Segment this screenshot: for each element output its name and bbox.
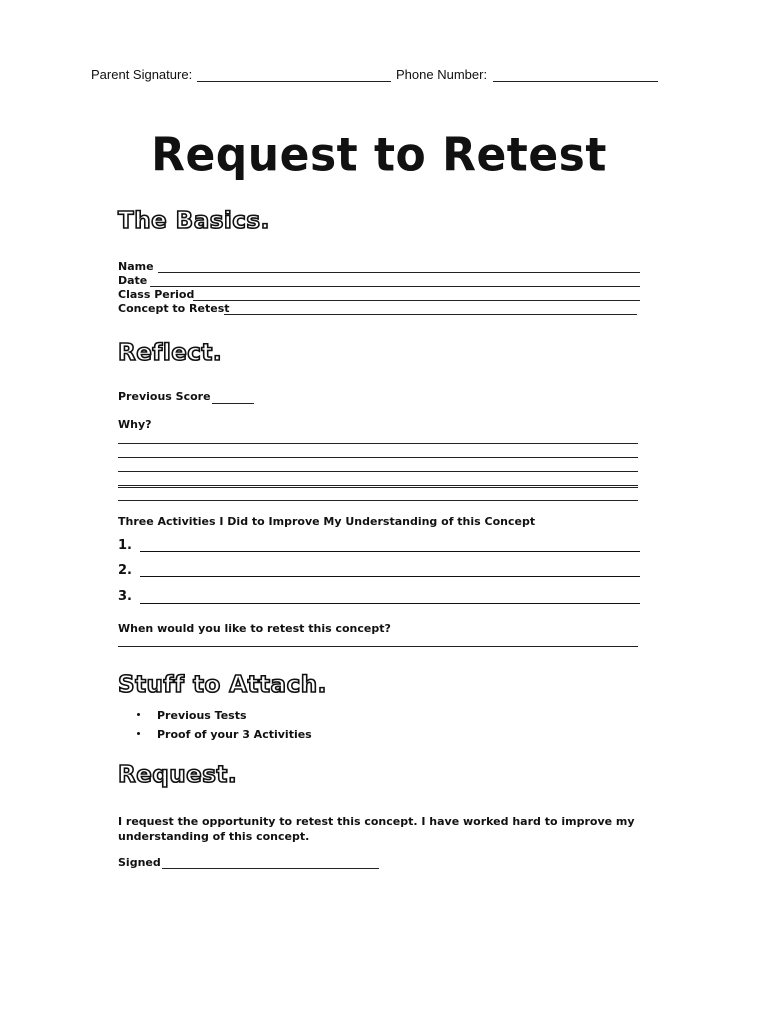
basics-heading: The Basics. <box>118 208 270 234</box>
page-title: Request to Retest <box>151 128 607 183</box>
previous-score-label: Previous Score <box>118 390 211 403</box>
why-line[interactable] <box>118 485 638 486</box>
why-line[interactable] <box>118 487 638 488</box>
signed-label: Signed <box>118 856 161 869</box>
attach-heading: Stuff to Attach. <box>118 672 327 698</box>
bullet-icon <box>137 732 140 735</box>
why-line[interactable] <box>118 471 638 472</box>
activity-line[interactable] <box>140 603 640 604</box>
concept-to-retest-label: Concept to Retest <box>118 302 230 315</box>
phone-number-label: Phone Number: <box>396 67 488 82</box>
retest-when-label: When would you like to retest this concept? <box>118 622 391 635</box>
activity-number: 1. <box>118 538 132 553</box>
previous-score-line[interactable] <box>212 403 254 404</box>
retest-when-line[interactable] <box>118 646 638 647</box>
why-label: Why? <box>118 418 152 431</box>
activity-number: 3. <box>118 589 132 604</box>
activities-label: Three Activities I Did to Improve My Understanding of this Concept <box>118 515 536 528</box>
date-label: Date <box>118 274 148 287</box>
class-period-line[interactable] <box>193 300 640 301</box>
request-statement: I request the opportunity to retest this concept. I have worked hard to improve my understanding of this concept. <box>118 815 635 843</box>
class-period-label: Class Period <box>118 288 195 301</box>
activity-number: 2. <box>118 563 132 578</box>
phone-number-line[interactable] <box>493 81 658 82</box>
why-line[interactable] <box>118 500 638 501</box>
name-label: Name <box>118 260 154 273</box>
parent-signature-line[interactable] <box>197 81 391 82</box>
concept-to-retest-line[interactable] <box>224 314 637 315</box>
signed-line[interactable] <box>162 868 379 869</box>
request-heading: Request. <box>118 762 238 788</box>
attach-item-label: Proof of your 3 Activities <box>157 728 312 741</box>
reflect-heading: Reflect. <box>118 340 223 366</box>
attach-item <box>137 709 312 728</box>
attach-list <box>137 709 312 747</box>
bullet-icon <box>137 713 140 716</box>
attach-item-label: Previous Tests <box>157 709 247 722</box>
activity-line[interactable] <box>140 551 640 552</box>
activity-line[interactable] <box>140 576 640 577</box>
parent-signature-label: Parent Signature: <box>91 67 193 82</box>
why-line[interactable] <box>118 457 638 458</box>
why-line[interactable] <box>118 443 638 444</box>
name-line[interactable] <box>158 272 640 273</box>
date-line[interactable] <box>150 286 640 287</box>
attach-item <box>137 728 312 747</box>
